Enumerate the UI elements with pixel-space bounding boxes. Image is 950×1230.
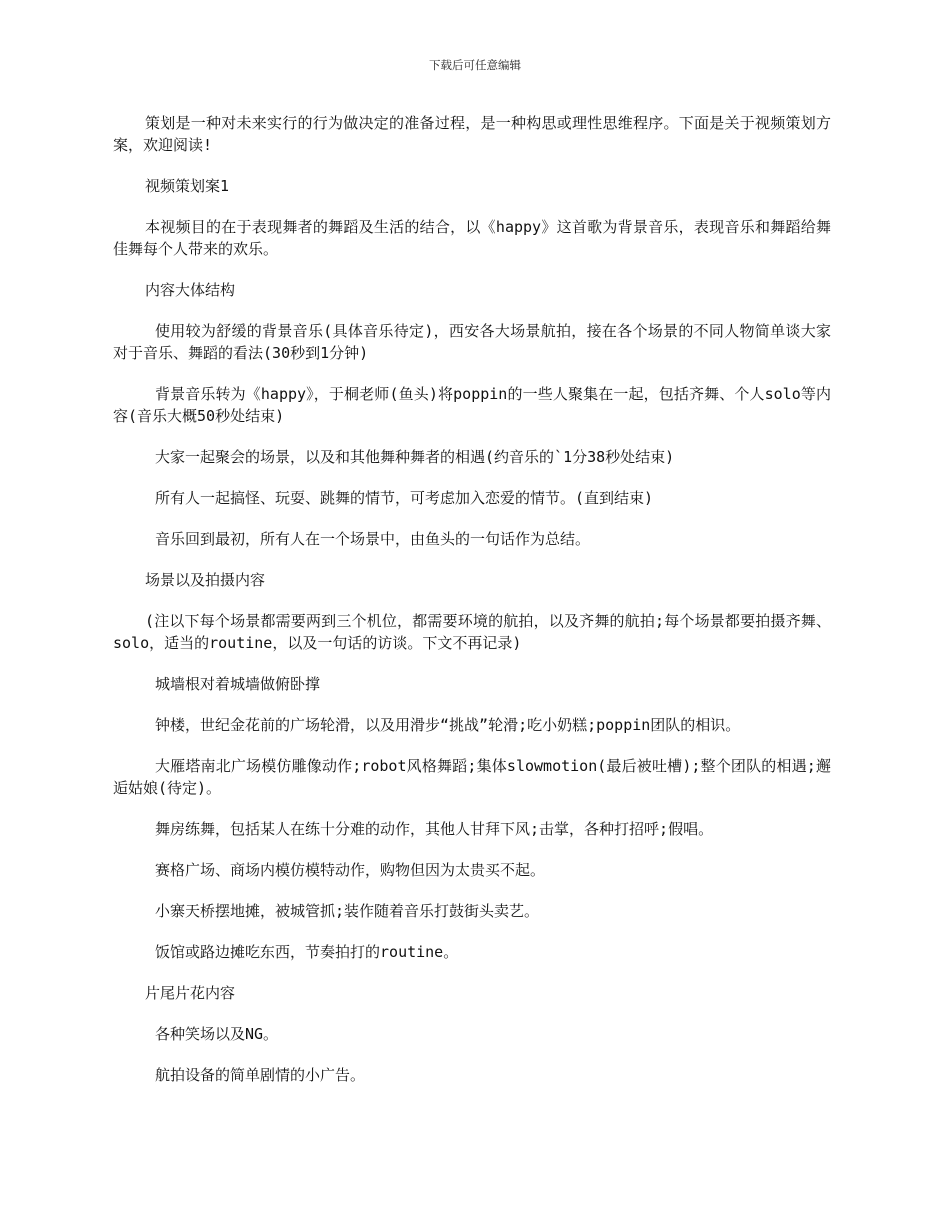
- intro-paragraph: 策划是一种对未来实行的行为做决定的准备过程，是一种构思或理性思维程序。下面是关于视频策划方案，欢迎阅读!: [113, 114, 831, 154]
- scene-item-1: 城墙根对着城墙做俯卧撑: [155, 675, 321, 693]
- scene-item-7: 饭馆或路边摊吃东西，节奏拍打的routine。: [155, 943, 459, 961]
- section-title-structure: 内容大体结构: [145, 281, 236, 299]
- structure-item-2: 背景音乐转为《happy》，于桐老师(鱼头)将poppin的一些人聚集在一起，包括齐舞、个人solo等内容(音乐大概50秒处结束): [113, 385, 831, 425]
- structure-item-5: 音乐回到最初，所有人在一个场景中，由鱼头的一句话作为总结。: [155, 530, 591, 548]
- scene-item-6: 小寨天桥摆地摊，被城管抓;装作随着音乐打鼓街头卖艺。: [155, 902, 540, 920]
- section-title-ending: 片尾片花内容: [145, 984, 236, 1002]
- purpose-paragraph: 本视频目的在于表现舞者的舞蹈及生活的结合，以《happy》这首歌为背景音乐，表现音乐和舞蹈给舞佳舞每个人带来的欢乐。: [113, 218, 831, 258]
- structure-item-3: 大家一起聚会的场景，以及和其他舞种舞者的相遇(约音乐的`1分38秒处结束): [155, 448, 675, 466]
- ending-item-1: 各种笑场以及NG。: [155, 1025, 279, 1043]
- section-title-plan-1: 视频策划案1: [145, 177, 230, 195]
- structure-item-1: 使用较为舒缓的背景音乐(具体音乐待定)，西安各大场景航拍，接在各个场景的不同人物简单谈大家对于音乐、舞蹈的看法(30秒到1分钟): [113, 322, 831, 362]
- scenes-note: (注以下每个场景都需要两到三个机位，都需要环境的航拍，以及齐舞的航拍;每个场景都要拍摄齐舞、solo，适当的routine，以及一句话的访谈。下文不再记录): [113, 612, 831, 652]
- scene-item-2: 钟楼，世纪金花前的广场轮滑，以及用滑步“挑战”轮滑;吃小奶糕;poppin团队的相识。: [155, 716, 741, 734]
- structure-item-4: 所有人一起搞怪、玩耍、跳舞的情节，可考虑加入恋爱的情节。(直到结束): [155, 489, 654, 507]
- section-title-scenes: 场景以及拍摄内容: [145, 571, 266, 589]
- scene-item-4: 舞房练舞，包括某人在练十分难的动作，其他人甘拜下风;击掌，各种打招呼;假唱。: [155, 820, 714, 838]
- page-header: 下载后可任意编辑: [429, 58, 521, 72]
- ending-item-2: 航拍设备的简单剧情的小广告。: [155, 1066, 366, 1084]
- document-body: [113, 112, 831, 1105]
- scene-item-5: 赛格广场、商场内模仿模特动作，购物但因为太贵买不起。: [155, 861, 546, 879]
- scene-item-3: 大雁塔南北广场模仿雕像动作;robot风格舞蹈;集体slowmotion(最后被吐槽);整个团队的相遇;邂逅姑娘(待定)。: [113, 757, 831, 797]
